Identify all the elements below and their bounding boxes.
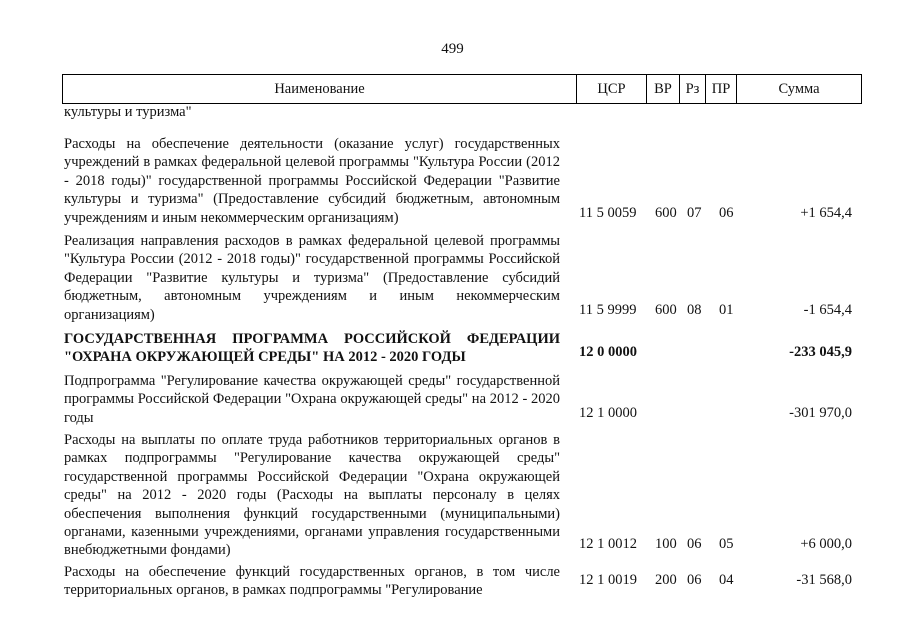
row-name: культуры и туризма"	[64, 104, 192, 120]
row-name: Подпрограмма "Регулирование качества окружающей среды" государственной программы Российской Федерации "Охрана окружающей среды" на 2012 - 2020 годы	[64, 373, 560, 426]
row-name: Расходы на обеспечение деятельности (оказание услуг) государственных учреждений в рамках федеральной целевой программы "Культура России (2012 - 2018 годы)" государственной программы Российской Федерации "Развитие культуры и туризма" (Предоставление субсидий бюджетным, автономным учреждениям и иным некоммерческим организациям)	[64, 136, 560, 226]
header-sum: Сумма	[778, 80, 820, 97]
table-row	[62, 431, 862, 561]
table-row	[62, 232, 862, 324]
row-csr: 11 5 0059	[579, 205, 637, 221]
row-csr: 12 1 0019	[579, 572, 637, 588]
row-csr: 11 5 9999	[579, 302, 637, 318]
table-header	[62, 74, 862, 104]
row-sum: +1 654,4	[800, 205, 852, 221]
row-pr: 04	[719, 572, 734, 588]
row-vr: 100	[655, 536, 677, 552]
row-csr: 12 1 0000	[579, 405, 637, 421]
row-pr: 01	[719, 302, 734, 318]
header-name: Наименование	[63, 75, 577, 103]
row-sum: -31 568,0	[796, 572, 852, 588]
row-vr: 600	[655, 205, 677, 221]
row-name: Расходы на обеспечение функций государственных органов, в том числе территориальных органов, в рамках подпрограммы "Регулирование	[64, 564, 560, 599]
row-sum: -1 654,4	[803, 302, 852, 318]
row-rz: 06	[687, 536, 702, 552]
row-rz: 08	[687, 302, 702, 318]
row-name: Расходы на выплаты по оплате труда работников территориальных органов в рамках подпрограммы "Регулирование качества окружающей среды" государственной программы Российской Федерации "Охрана окружающей среды" на 2012 - 2020 годы (Расходы на выплаты персоналу в целях обеспечения выполнения функций государственными (муниципальными) органами, казенными учреждениями, органами управления государственными внебюджетными фондами)	[64, 432, 560, 559]
row-name: ГОСУДАРСТВЕННАЯ ПРОГРАММА РОССИЙСКОЙ ФЕДЕРАЦИИ "ОХРАНА ОКРУЖАЮЩЕЙ СРЕДЫ" НА 2012 - 2020 ГОДЫ	[64, 331, 560, 366]
row-sum: +6 000,0	[800, 536, 852, 552]
row-rz: 06	[687, 572, 702, 588]
header-pr: ПР	[706, 75, 737, 103]
row-sum: -233 045,9	[789, 344, 852, 360]
table-row	[62, 330, 862, 368]
row-name: Реализация направления расходов в рамках федеральной целевой программы "Культура России (2012 - 2018 годы)" государственной программы Российской Федерации "Развитие культуры и туризма" (Предоставление субсидий бюджетным, автономным учреждениям и иным некоммерческим организациям)	[64, 233, 560, 323]
header-csr: ЦСР	[577, 75, 647, 103]
page-number: 499	[441, 41, 464, 57]
row-pr: 05	[719, 536, 734, 552]
row-vr: 600	[655, 302, 677, 318]
table-row	[62, 135, 862, 227]
header-vr: ВР	[647, 75, 680, 103]
table-row	[62, 372, 862, 428]
table-row	[62, 563, 862, 603]
row-rz: 07	[687, 205, 702, 221]
row-sum: -301 970,0	[789, 405, 852, 421]
table-row	[62, 103, 862, 123]
row-vr: 200	[655, 572, 677, 588]
row-csr: 12 1 0012	[579, 536, 637, 552]
row-csr: 12 0 0000	[579, 344, 637, 360]
header-rz: Рз	[680, 75, 706, 103]
row-pr: 06	[719, 205, 734, 221]
